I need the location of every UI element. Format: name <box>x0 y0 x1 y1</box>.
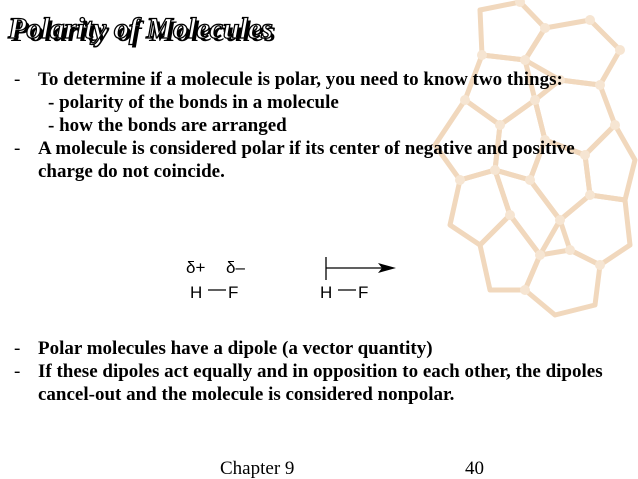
delta-plus-label: δ+ <box>186 258 206 277</box>
bullet-dash: - <box>14 69 21 90</box>
hf-dipole-diagram <box>170 256 430 306</box>
bullet-item <box>14 137 614 183</box>
fluorine-atom-label: F <box>228 283 239 302</box>
bullet-dash: - <box>14 361 21 382</box>
bullet-dash: - <box>14 138 21 159</box>
footer-chapter: Chapter 9 <box>220 458 295 479</box>
fluorine-atom-label: F <box>358 283 369 302</box>
bullet-text: If these dipoles act equally and in opposition to each other, the dipoles cancel-out and the molecule is considered nonpolar. <box>38 361 603 405</box>
slide-title: Polarity of Molecules <box>8 12 273 45</box>
delta-minus-label: δ– <box>226 258 245 277</box>
bullet-list-bottom <box>14 337 614 406</box>
bullet-text: A molecule is considered polar if its center of negative and positive charge do not coincide. <box>38 138 575 182</box>
bullet-list-top <box>14 68 614 183</box>
bullet-dash: - <box>14 338 21 359</box>
sub-bullet: - how the bonds are arranged <box>48 115 287 136</box>
footer-page-number: 40 <box>465 458 484 479</box>
bullet-item <box>14 337 614 360</box>
bullet-text: Polar molecules have a dipole (a vector quantity) <box>38 338 433 359</box>
hydrogen-atom-label: H <box>320 283 333 302</box>
bullet-text: To determine if a molecule is polar, you need to know two things: <box>38 69 563 90</box>
hydrogen-atom-label: H <box>190 283 203 302</box>
dipole-arrow-icon <box>320 256 400 282</box>
bond-line <box>207 289 227 293</box>
bullet-item <box>14 360 614 406</box>
bullet-item <box>14 68 614 137</box>
sub-bullet: - polarity of the bonds in a molecule <box>48 92 339 113</box>
bond-line <box>337 289 357 293</box>
